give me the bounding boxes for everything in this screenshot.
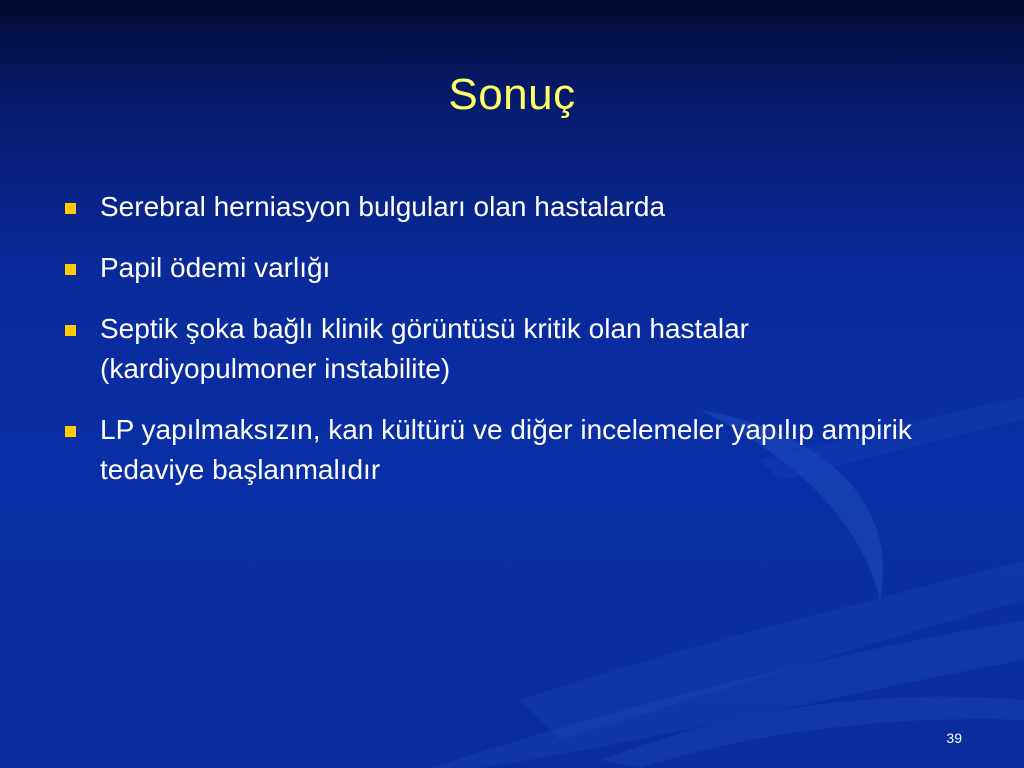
list-item — [62, 309, 962, 389]
square-bullet-icon — [65, 325, 76, 336]
list-item — [62, 187, 962, 227]
bullet-text: Serebral herniasyon bulguları olan hastalarda — [100, 191, 666, 222]
square-bullet-icon — [65, 426, 76, 437]
list-item — [62, 410, 962, 490]
page-number: 39 — [946, 730, 962, 746]
slide-title: Sonuç — [448, 70, 576, 119]
bullet-text: LP yapılmaksızın, kan kültürü ve diğer incelemeler yapılıp ampirik tedaviye başlanmalıdır — [100, 414, 912, 485]
bullet-text: Papil ödemi varlığı — [100, 252, 331, 283]
square-bullet-icon — [65, 203, 76, 214]
square-bullet-icon — [65, 264, 76, 275]
bullet-list — [62, 187, 962, 511]
list-item — [62, 248, 962, 288]
bullet-text: Septik şoka bağlı klinik görüntüsü kritik olan hastalar (kardiyopulmoner instabilite) — [100, 313, 750, 384]
